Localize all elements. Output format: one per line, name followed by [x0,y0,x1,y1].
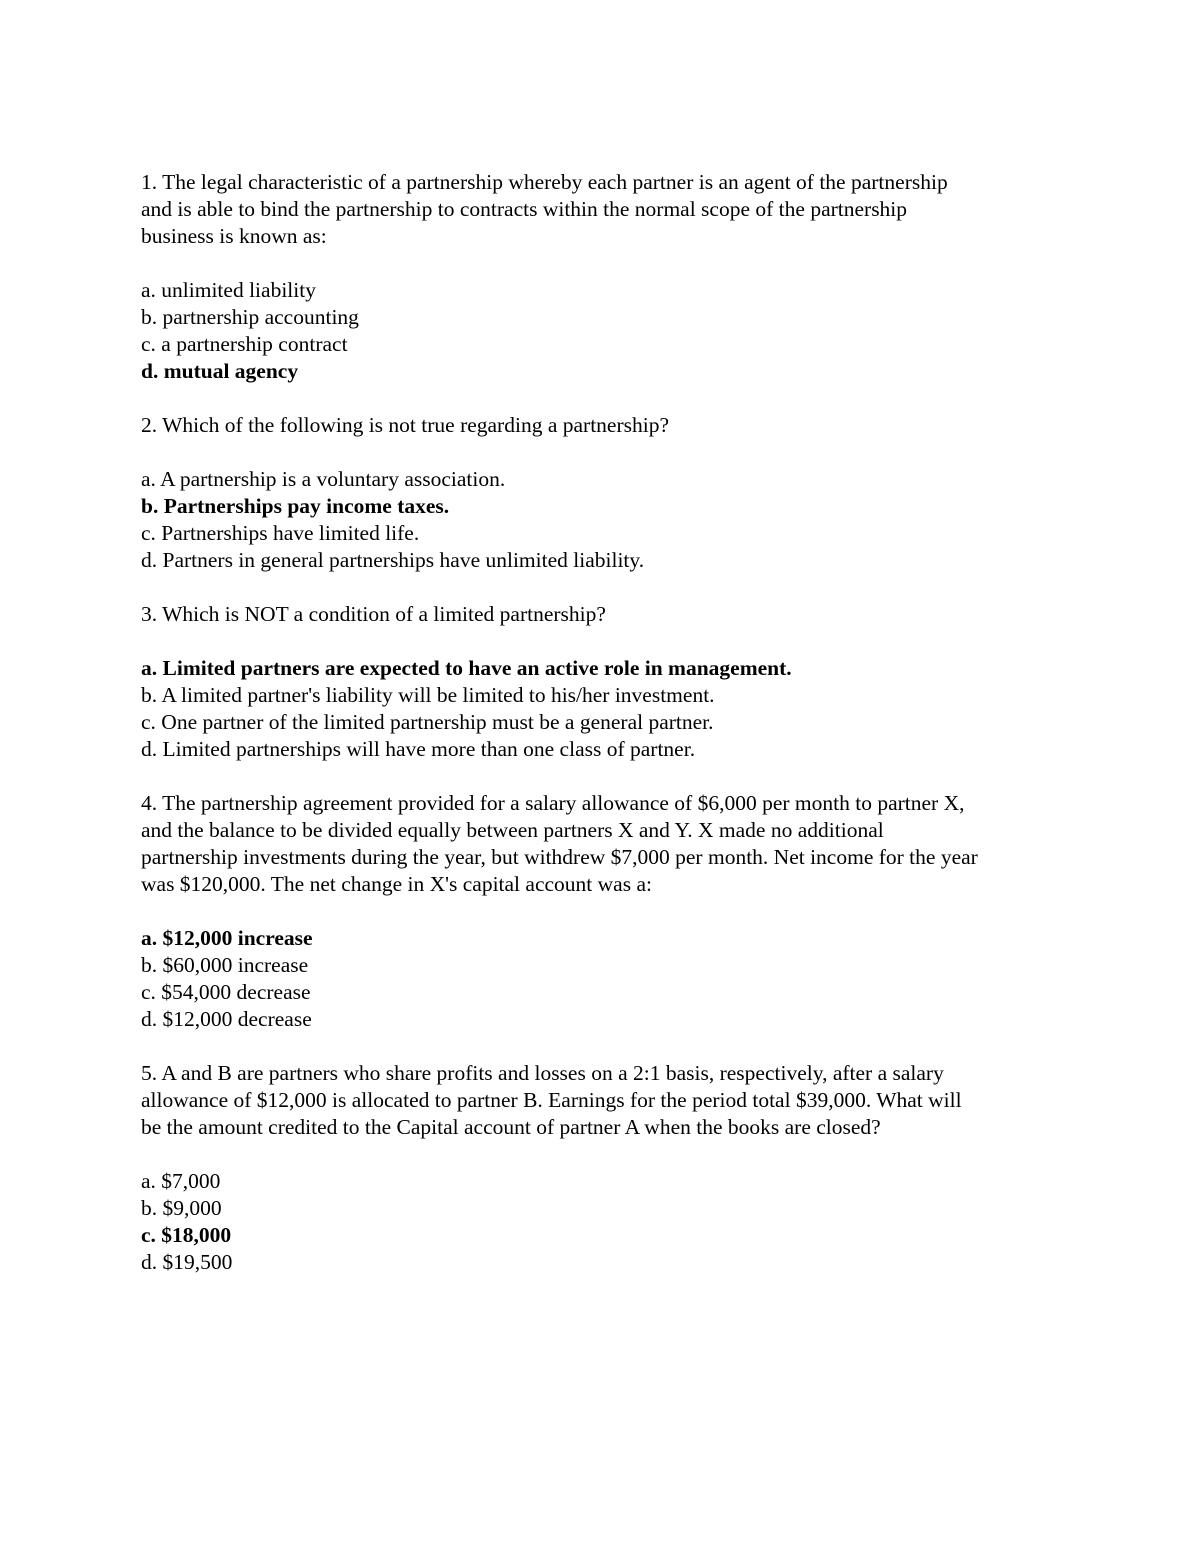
document-page [141,169,1081,1303]
answer-option-d: d. Partners in general partnerships have unlimited liability. [141,548,645,572]
question-4 [141,790,1081,1033]
question-text: 2. Which of the following is not true regarding a partnership? [141,413,669,437]
answer-options [141,1168,1081,1276]
answer-option-c: c. One partner of the limited partnership must be a general partner. [141,710,714,734]
answer-option-b: b. $9,000 [141,1196,222,1220]
answer-option-c: c. Partnerships have limited life. [141,521,420,545]
question-text: 3. Which is NOT a condition of a limited partnership? [141,602,606,626]
question-5 [141,1060,1081,1276]
answer-option-b: b. $60,000 increase [141,953,309,977]
answer-option-c: c. $54,000 decrease [141,980,311,1004]
answer-option-d: d. mutual agency [141,359,299,383]
answer-option-d: d. $12,000 decrease [141,1007,312,1031]
question-2 [141,412,1081,574]
answer-option-b: b. A limited partner's liability will be limited to his/her investment. [141,683,715,707]
answer-option-d: d. $19,500 [141,1250,233,1274]
answer-option-c: c. a partnership contract [141,332,348,356]
question-1 [141,169,1081,385]
answer-option-a: a. unlimited liability [141,278,316,302]
answer-option-d: d. Limited partnerships will have more than one class of partner. [141,737,696,761]
answer-option-a: a. $12,000 increase [141,926,313,950]
question-text: 1. The legal characteristic of a partnership whereby each partner is an agent of the partnership and is able to bind the partnership to contracts within the normal scope of the partnership business is known as: [141,170,948,248]
answer-option-b: b. partnership accounting [141,305,359,329]
answer-options [141,655,1081,763]
answer-option-c: c. $18,000 [141,1223,232,1247]
answer-options [141,466,1081,574]
answer-option-a: a. $7,000 [141,1169,221,1193]
answer-options [141,925,1081,1033]
answer-options [141,277,1081,385]
answer-option-a: a. A partnership is a voluntary association. [141,467,506,491]
question-text: 5. A and B are partners who share profits and losses on a 2:1 basis, respectively, after a salary allowance of $12,000 is allocated to partner B. Earnings for the period total $39,000. What will be the amount credited to the Capital account of partner A when the books are closed? [141,1061,962,1139]
answer-option-b: b. Partnerships pay income taxes. [141,494,450,518]
question-3 [141,601,1081,763]
question-text: 4. The partnership agreement provided for a salary allowance of $6,000 per month to partner X, and the balance to be divided equally between partners X and Y. X made no additional partnership investments during the year, but withdrew $7,000 per month. Net income for the year was $120,000. The net change in X's capital account was a: [141,791,978,896]
answer-option-a: a. Limited partners are expected to have an active role in management. [141,656,792,680]
